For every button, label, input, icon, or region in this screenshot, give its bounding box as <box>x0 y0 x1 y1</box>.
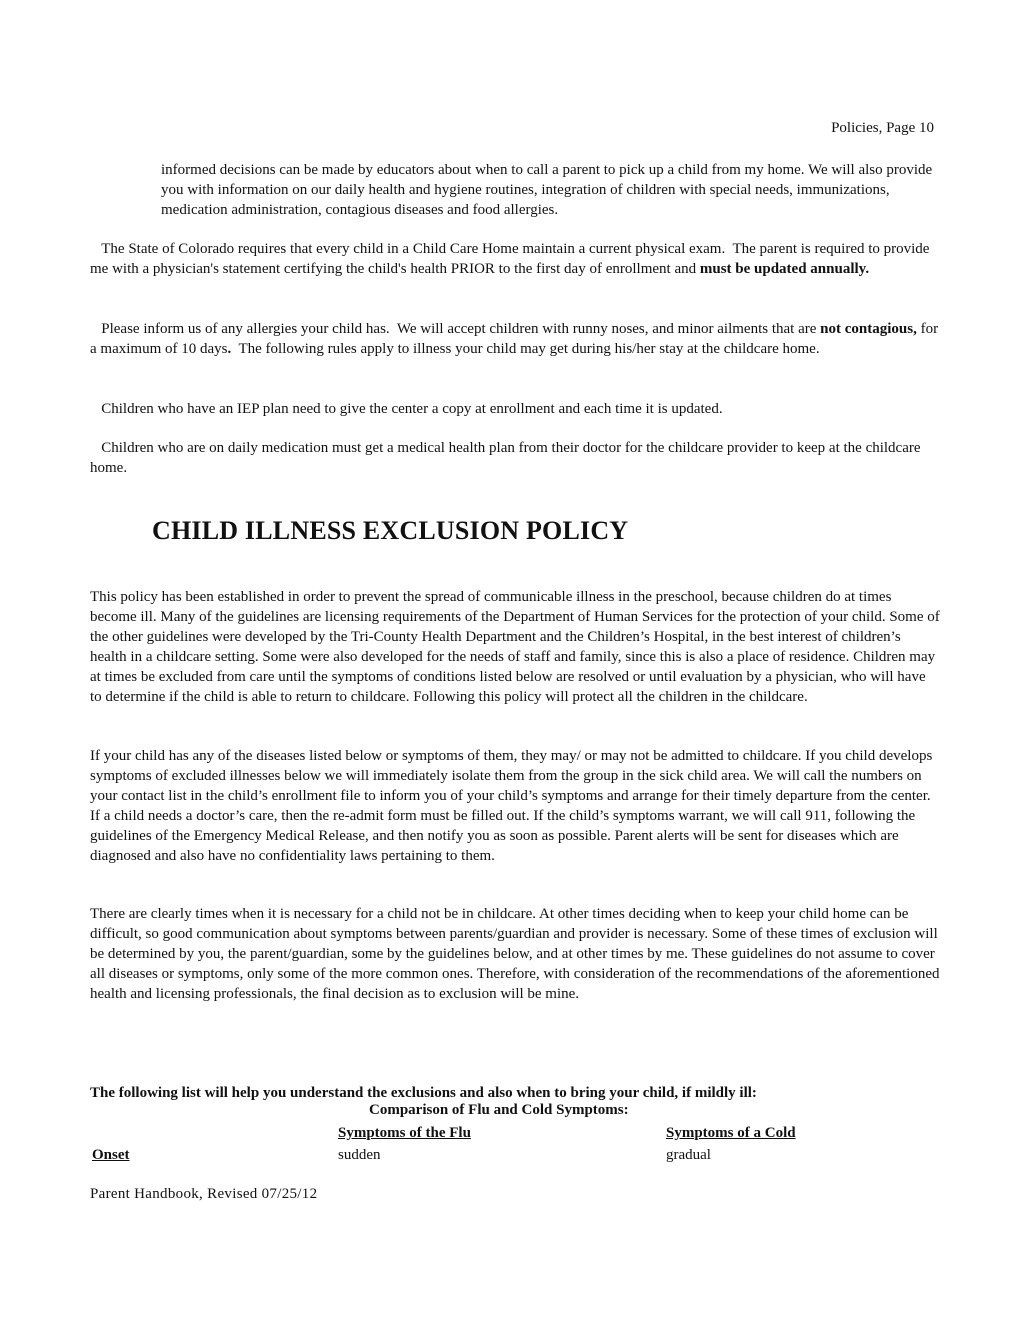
allergies-bold-1: not contagious, <box>820 321 917 337</box>
policy-heading: CHILD ILLNESS EXCLUSION POLICY <box>152 516 629 545</box>
medication-paragraph: Children who are on daily medication must get a medical health plan from their doctor for the childcare provider to keep at the childcare home. <box>90 440 925 476</box>
physical-exam-text: The State of Colorado requires that every child in a Child Care Home maintain a current physical exam. The parent is required to provide me with a physician's statement certifying the child's health PRIOR to the first day of enrollment and <box>90 241 934 277</box>
list-intro: The following list will help you understand the exclusions and also when to bring your child, if mildly ill: <box>90 1085 757 1101</box>
iep-paragraph: Children who have an IEP plan need to give the center a copy at enrollment and each time it is updated. <box>90 401 723 417</box>
page-footer: Parent Handbook, Revised 07/25/12 <box>90 1186 318 1202</box>
column-header-flu: Symptoms of the Flu <box>338 1125 471 1141</box>
comparison-title: Comparison of Flu and Cold Symptoms: <box>369 1102 629 1118</box>
allergies-bold-2: . <box>227 341 232 357</box>
policy-paragraph-2: If your child has any of the diseases listed below or symptoms of them, they may/ or may not be admitted to childcare. If you child develops symptoms of excluded illnesses below we will immediately isolate them from the group in the sick child area. We will call the numbers on your contact list in the child’s enrollment file to inform you of your child’s symptoms and arrange for their timely departure from the center. If a child needs a doctor’s care, then the re-admit form must be filled out. If the child’s symptoms warrant, we will call 911, following the guidelines of the Emergency Medical Release, and then notify you as soon as possible. Parent alerts will be sent for diseases which are diagnosed and also have no confidentiality laws pertaining to them. <box>90 748 933 864</box>
physical-exam-bold: must be updated annually. <box>699 261 870 277</box>
allergies-text-1: Please inform us of any allergies your child has. We will accept children with runny noses, and minor ailments that are <box>90 321 821 337</box>
page-header: Policies, Page 10 <box>831 120 934 136</box>
physical-exam-paragraph <box>90 239 940 279</box>
policy-paragraph-3: There are clearly times when it is necessary for a child not be in childcare. At other times deciding when to keep your child home can be difficult, so good communication about symptoms between parents/guardian and provider is necessary. Some of these times of exclusion will be determined by you, the parent/guardian, some by the guidelines below, and at other times by me. These guidelines do not assume to cover all diseases or symptoms, only some of the more common ones. Therefore, with consideration of the recommendations of the aforementioned health and licensing professionals, the final decision as to exclusion will be mine. <box>90 906 940 1002</box>
allergies-text-3: The following rules apply to illness your child may get during his/her stay at the childcare home. <box>231 341 820 357</box>
intro-paragraph: informed decisions can be made by educators about when to call a parent to pick up a child from my home. We will also provide you with information on our daily health and hygiene routines, integration of children with special needs, immunizations, medication administration, contagious diseases and food allergies. <box>161 162 933 218</box>
onset-cold-value: gradual <box>666 1147 711 1163</box>
row-label-onset: Onset <box>92 1147 130 1163</box>
onset-flu-value: sudden <box>338 1147 381 1163</box>
column-header-cold: Symptoms of a Cold <box>666 1125 796 1141</box>
allergies-text-2: for a maximum of 10 days <box>90 321 939 357</box>
policy-paragraph-1: This policy has been established in order to prevent the spread of communicable illness in the preschool, because children do at times become ill. Many of the guidelines are licensing requirements of the Department of Human Services for the protection of your child. Some of the other guidelines were developed by the Tri-County Health Department and the Children’s Hospital, in the best interest of children’s health in a childcare setting. Some were also developed for the needs of staff and family, since this is also a place of residence. Children may at times be excluded from care until the symptoms of conditions listed below are resolved or until evaluation by a physician, who will have to determine if the child is able to return to childcare. Following this policy will protect all the children in the childcare. <box>90 589 940 705</box>
allergies-paragraph <box>90 319 940 359</box>
